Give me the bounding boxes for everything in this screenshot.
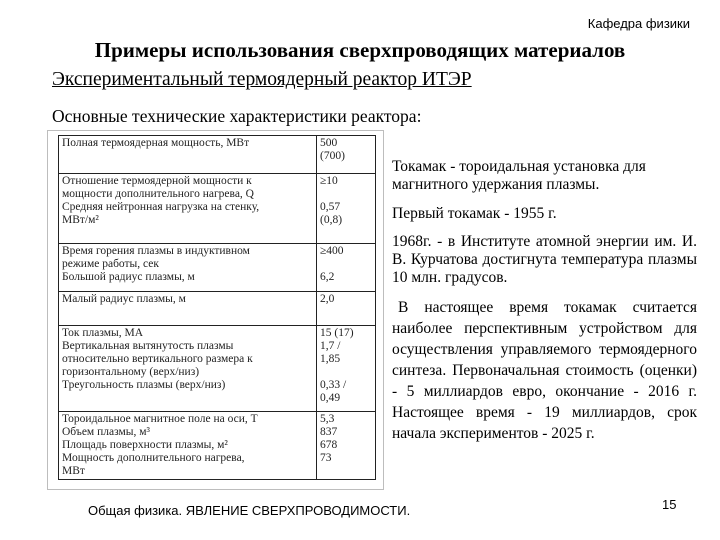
spec-value: 500 (700) bbox=[317, 136, 376, 174]
paragraph-current-status: В настоящее время токамак считается наиболее перспективным устройством для осуществления управляемого термоядерного синтеза. Первоначальная стоимость (оценки) - 5 миллиардов евро, окончание - 2016 г. Настоящее время - 19 миллиардов, срок начала экспериментов - 2025 г. bbox=[392, 299, 697, 442]
spec-value: ≥400 6,2 bbox=[317, 244, 376, 292]
spec-table bbox=[58, 135, 376, 480]
spec-value: 2,0 bbox=[317, 292, 376, 326]
table-row bbox=[59, 244, 376, 292]
footer-course: Общая физика. ЯВЛЕНИЕ СВЕРХПРОВОДИМОСТИ. bbox=[88, 503, 411, 518]
table-row bbox=[59, 412, 376, 480]
section-heading: Основные технические характеристики реактора: bbox=[52, 106, 422, 126]
spec-table-image bbox=[47, 130, 384, 490]
slide-subtitle: Экспериментальный термоядерный реактор ИТЭР bbox=[52, 69, 472, 90]
table-row bbox=[59, 174, 376, 244]
spec-name: Отношение термоядерной мощности к мощности дополнительного нагрева, Q Средняя нейтронная нагрузка на стенку, МВт/м² bbox=[59, 174, 317, 244]
slide-title: Примеры использования сверхпроводящих материалов bbox=[94, 38, 626, 62]
spec-value: ≥10 0,57 (0,8) bbox=[317, 174, 376, 244]
paragraph-first-tokamak: Первый токамак - 1955 г. bbox=[392, 205, 557, 222]
paragraph-1968: 1968г. - в Институте атомной энергии им. И. В. Курчатова достигнута температура плазмы 10 млн. градусов. bbox=[392, 233, 697, 286]
table-row bbox=[59, 136, 376, 174]
spec-name: Тороидальное магнитное поле на оси, Т Объем плазмы, м³ Площадь поверхности плазмы, м² Мощность дополнительного нагрева, МВт bbox=[59, 412, 317, 480]
department-label: Кафедра физики bbox=[587, 16, 690, 31]
page-number: 15 bbox=[662, 497, 677, 512]
spec-name: Ток плазмы, МА Вертикальная вытянутость плазмы относительно вертикального размера к горизонтальному (верх/низ) Треугольность плазмы (верх/низ) bbox=[59, 326, 317, 412]
table-row bbox=[59, 292, 376, 326]
spec-name: Малый радиус плазмы, м bbox=[59, 292, 317, 326]
spec-name: Время горения плазмы в индуктивном режиме работы, сек Большой радиус плазмы, м bbox=[59, 244, 317, 292]
spec-value: 5,3 837 678 73 bbox=[317, 412, 376, 480]
spec-name: Полная термоядерная мощность, МВт bbox=[59, 136, 317, 174]
spec-value: 15 (17) 1,7 / 1,85 0,33 / 0,49 bbox=[317, 326, 376, 412]
paragraph-tokamak-definition: Токамак - тороидальная установка для магнитного удержания плазмы. bbox=[392, 158, 646, 193]
table-row bbox=[59, 326, 376, 412]
